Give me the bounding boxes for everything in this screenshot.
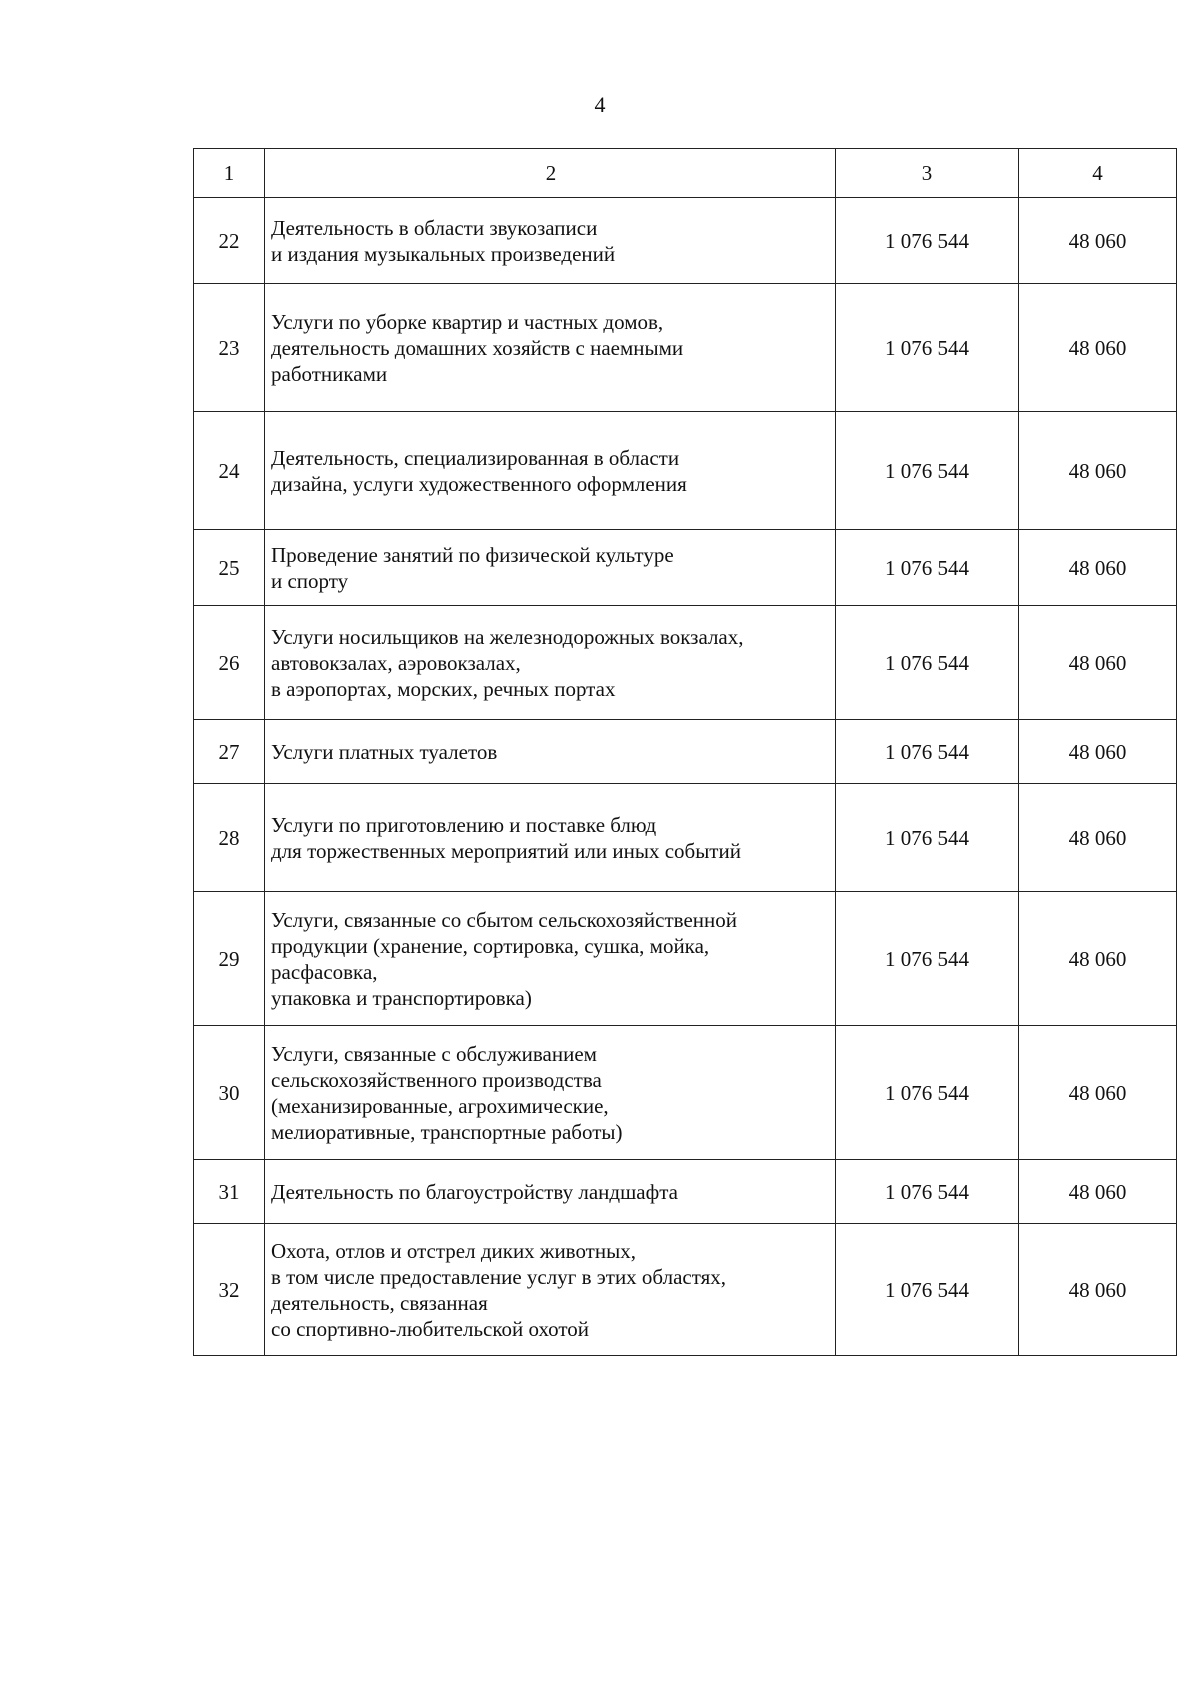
value-col-4: 48 060	[1019, 1160, 1177, 1224]
value-col-3: 1 076 544	[836, 1160, 1019, 1224]
value-col-3: 1 076 544	[836, 606, 1019, 720]
description-line: Деятельность по благоустройству ландшафта	[271, 1179, 678, 1204]
activity-description	[265, 1160, 836, 1224]
row-number: 29	[194, 892, 265, 1026]
description-line: со спортивно-любительской охотой	[271, 1316, 590, 1341]
description-line: продукции (хранение, сортировка, сушка, мойка,	[271, 933, 710, 958]
description-line: Услуги по уборке квартир и частных домов,	[271, 309, 664, 334]
value-col-4: 48 060	[1019, 784, 1177, 892]
activity-description	[265, 1026, 836, 1160]
header-col-2: 2	[265, 149, 836, 198]
row-number: 27	[194, 720, 265, 784]
description-line: для торжественных мероприятий или иных событий	[271, 838, 741, 863]
description-line: расфасовка,	[271, 959, 378, 984]
table-row	[194, 1026, 1177, 1160]
activity-description	[265, 784, 836, 892]
table-row	[194, 784, 1177, 892]
description-line: Услуги, связанные с обслуживанием	[271, 1041, 597, 1066]
table-header-row	[194, 149, 1177, 198]
row-number: 24	[194, 412, 265, 530]
activity-description	[265, 530, 836, 606]
table-row	[194, 284, 1177, 412]
value-col-4: 48 060	[1019, 198, 1177, 284]
description-line: упаковка и транспортировка)	[271, 985, 532, 1010]
page-number: 4	[594, 92, 606, 117]
value-col-4: 48 060	[1019, 412, 1177, 530]
description-line: автовокзалах, аэровокзалах,	[271, 650, 521, 675]
activity-description	[265, 1224, 836, 1356]
row-number: 30	[194, 1026, 265, 1160]
activity-description	[265, 720, 836, 784]
description-line: сельскохозяйственного производства	[271, 1067, 602, 1092]
header-col-3: 3	[836, 149, 1019, 198]
description-line: Услуги по приготовлению и поставке блюд	[271, 812, 657, 837]
value-col-3: 1 076 544	[836, 284, 1019, 412]
row-number: 23	[194, 284, 265, 412]
description-line: Деятельность в области звукозаписи	[271, 215, 598, 240]
activity-description	[265, 284, 836, 412]
activity-description	[265, 412, 836, 530]
value-col-4: 48 060	[1019, 284, 1177, 412]
value-col-3: 1 076 544	[836, 784, 1019, 892]
row-number: 26	[194, 606, 265, 720]
value-col-4: 48 060	[1019, 530, 1177, 606]
table-row	[194, 412, 1177, 530]
table-row	[194, 892, 1177, 1026]
services-table	[193, 148, 1177, 1356]
value-col-3: 1 076 544	[836, 720, 1019, 784]
description-line: Деятельность, специализированная в области	[271, 445, 680, 470]
value-col-3: 1 076 544	[836, 892, 1019, 1026]
description-line: Охота, отлов и отстрел диких животных,	[271, 1238, 636, 1263]
value-col-4: 48 060	[1019, 720, 1177, 784]
header-col-4: 4	[1019, 149, 1177, 198]
row-number: 31	[194, 1160, 265, 1224]
description-line: в аэропортах, морских, речных портах	[271, 676, 616, 701]
activity-description	[265, 606, 836, 720]
table-row	[194, 198, 1177, 284]
table-row	[194, 720, 1177, 784]
value-col-4: 48 060	[1019, 1224, 1177, 1356]
description-line: мелиоративные, транспортные работы)	[271, 1119, 623, 1144]
table-row	[194, 1224, 1177, 1356]
description-line: Услуги, связанные со сбытом сельскохозяйственной	[271, 907, 737, 932]
value-col-4: 48 060	[1019, 606, 1177, 720]
value-col-3: 1 076 544	[836, 198, 1019, 284]
value-col-3: 1 076 544	[836, 1224, 1019, 1356]
row-number: 28	[194, 784, 265, 892]
table-row	[194, 1160, 1177, 1224]
header-col-1: 1	[194, 149, 265, 198]
table-row	[194, 606, 1177, 720]
description-line: и издания музыкальных произведений	[271, 241, 616, 266]
row-number: 22	[194, 198, 265, 284]
description-line: работниками	[271, 361, 388, 386]
description-line: в том числе предоставление услуг в этих областях,	[271, 1264, 727, 1289]
description-line: Проведение занятий по физической культуре	[271, 542, 674, 567]
activity-description	[265, 892, 836, 1026]
description-line: Услуги платных туалетов	[271, 739, 498, 764]
description-line: (механизированные, агрохимические,	[271, 1093, 609, 1118]
description-line: деятельность, связанная	[271, 1290, 488, 1315]
value-col-3: 1 076 544	[836, 412, 1019, 530]
row-number: 32	[194, 1224, 265, 1356]
description-line: Услуги носильщиков на железнодорожных вокзалах,	[271, 624, 744, 649]
row-number: 25	[194, 530, 265, 606]
value-col-3: 1 076 544	[836, 530, 1019, 606]
description-line: дизайна, услуги художественного оформления	[271, 471, 687, 496]
value-col-4: 48 060	[1019, 1026, 1177, 1160]
value-col-4: 48 060	[1019, 892, 1177, 1026]
table-row	[194, 530, 1177, 606]
activity-description	[265, 198, 836, 284]
description-line: и спорту	[271, 568, 349, 593]
value-col-3: 1 076 544	[836, 1026, 1019, 1160]
description-line: деятельность домашних хозяйств с наемными	[271, 335, 684, 360]
